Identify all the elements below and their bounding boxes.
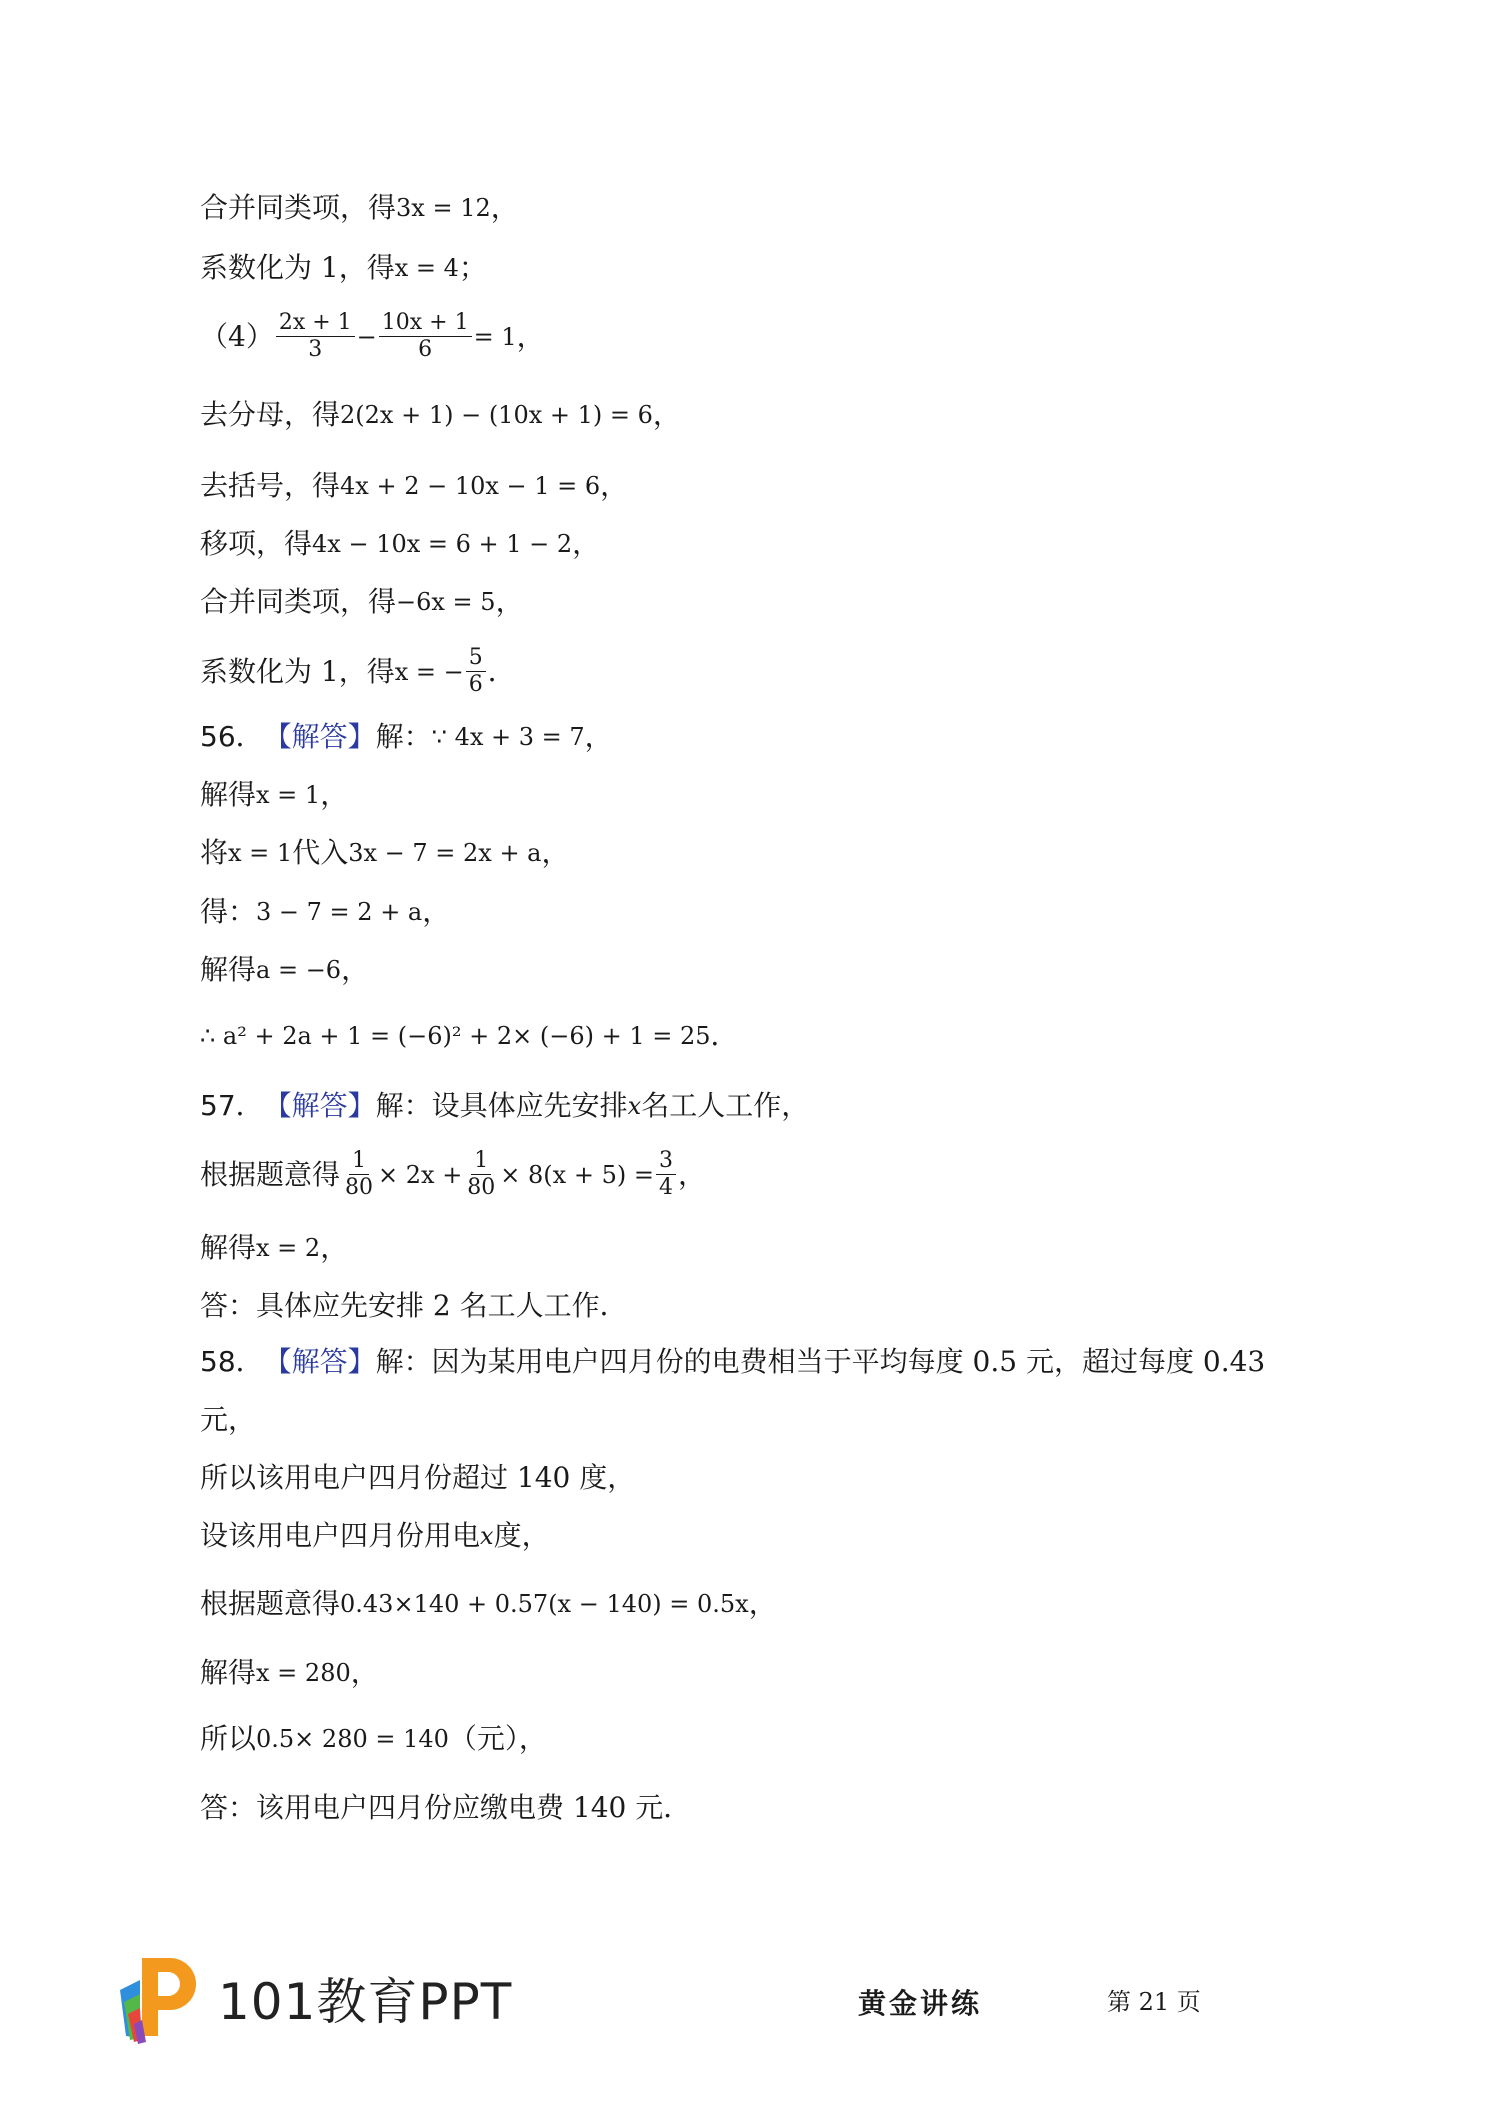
question-58-header: 58． 【解答】 解：因为某用电户四月份的电费相当于平均每度 0.5 元，超过每度 0.43 — [200, 1342, 1265, 1382]
line-58-let-x: 设该用电户四月份用电 x 度， — [200, 1519, 550, 1552]
fraction: $\frac{5}{6}$ — [466, 645, 486, 698]
line-57-answer: 答：具体应先安排 2 名工人工作． — [200, 1289, 628, 1322]
line-move-terms: 移项，得 4x − 10x = 6 + 1 − 2 ， — [200, 527, 601, 560]
line-56-get: 得： 3 − 7 = 2 + a ， — [200, 895, 451, 928]
answer-tag: 【解答】 — [263, 1089, 376, 1122]
line-combine-terms-3: 合并同类项，得 3x = 12 ， — [200, 191, 519, 224]
fraction: $\frac{1}{80}$ — [345, 1148, 374, 1200]
fraction: $\frac{2x + 1}{3}$ — [276, 310, 355, 363]
line-combine-terms-4: 合并同类项，得 −6x = 5 ， — [200, 585, 524, 618]
line-remove-brackets: 去括号，得 4x + 2 − 10x − 1 = 6 ， — [200, 469, 629, 502]
fraction: $\frac{1}{80}$ — [467, 1148, 496, 1200]
line-58-equation: 根据题意得 0.43×140 + 0.57(x − 140) = 0.5x ， — [200, 1587, 777, 1620]
line-58-exceeds: 所以该用电户四月份超过 140 度， — [200, 1461, 636, 1494]
answer-tag: 【解答】 — [263, 1345, 376, 1378]
line-56-solve-x: 解得 x = 1 ， — [200, 778, 349, 811]
line-58-compute: 所以 0.5× 280 = 140 （元）， — [200, 1722, 547, 1755]
101-logo-icon — [112, 1950, 208, 2046]
line-coefficient-3: 系数化为 1，得 x = 4 ； — [200, 251, 487, 284]
line-56-result: ∴ a² + 2a + 1 = (−6)² + 2× (−6) + 1 = 25 ． — [200, 1019, 739, 1052]
footer-title: 黄金讲练 — [858, 1987, 983, 2020]
fraction: $\frac{3}{4}$ — [656, 1148, 676, 1201]
line-56-substitute: 将 x = 1 代入 3x − 7 = 2x + a ， — [200, 836, 570, 869]
line-57-equation: 根据题意得 $\frac{1}{80}$ × 2x + $\frac{1}{80}$ × 8(x + 5) = $\frac{3}{4}$ ， — [200, 1148, 706, 1200]
logo-text: 101教育PPT — [218, 1973, 513, 2031]
line-equation-4: （4） $\frac{2x + 1}{3}$ − $\frac{10x + 1}{6}$ = 1 ， — [200, 310, 545, 362]
line-57-solve: 解得 x = 2 ， — [200, 1231, 349, 1264]
line-56-solve-a: 解得 a = −6 ， — [200, 953, 370, 986]
line-coefficient-4: 系数化为 1，得 x = − $\frac{5}{6}$ ． — [200, 645, 516, 697]
question-56-header: 56． 【解答】 解： ∵ 4x + 3 = 7 ， — [200, 717, 613, 757]
fraction: $\frac{10x + 1}{6}$ — [379, 310, 472, 363]
question-57-header: 57． 【解答】 解：设具体应先安排 x 名工人工作， — [200, 1086, 809, 1126]
footer-logo — [112, 1950, 512, 2046]
line-58-solve: 解得 x = 280 ， — [200, 1656, 379, 1689]
page-number: 第 21 页 — [1107, 1988, 1201, 2016]
line-58-continued: 元， — [200, 1403, 257, 1436]
answer-tag: 【解答】 — [263, 720, 376, 753]
line-58-answer: 答：该用电户四月份应缴电费 140 元． — [200, 1791, 692, 1824]
line-remove-denominator: 去分母，得 2(2x + 1) − (10x + 1) = 6 ， — [200, 398, 681, 431]
